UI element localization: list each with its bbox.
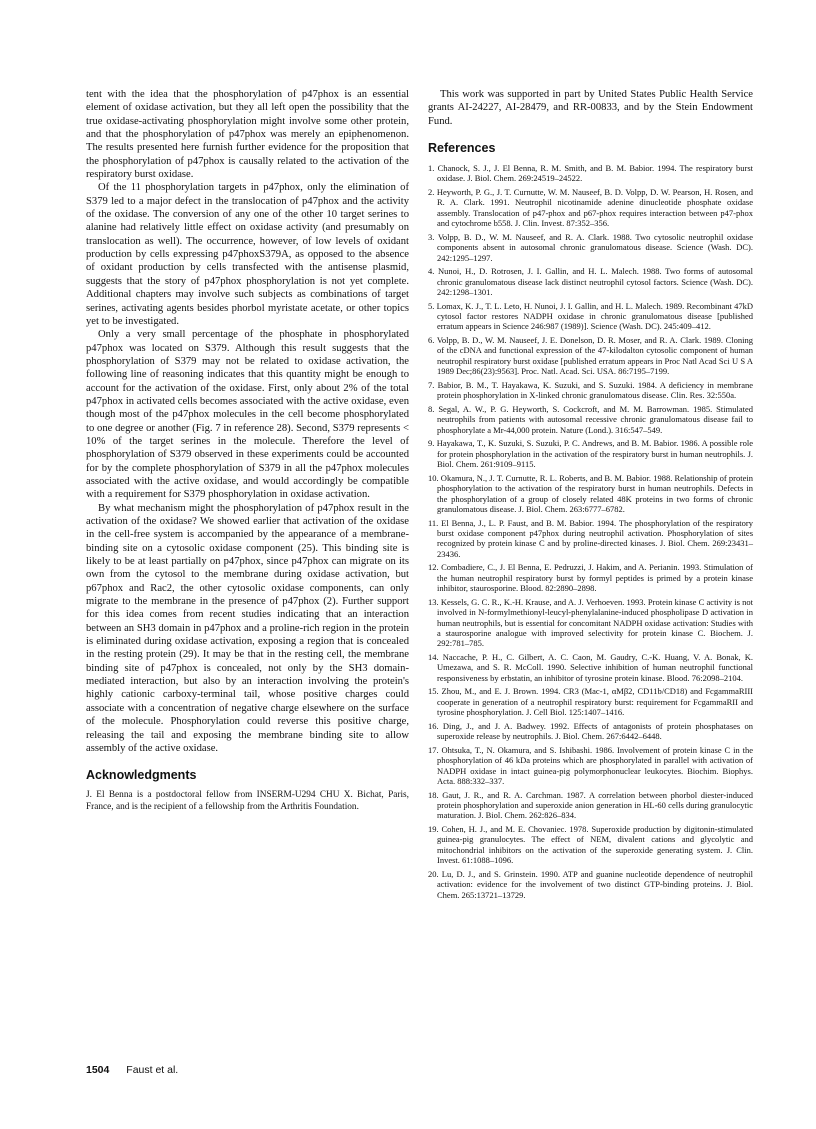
reference-item: 11. El Benna, J., L. P. Faust, and B. M. Babior. 1994. The phosphorylation of the respiratory burst oxidase component p47phox during neutrophil activation. Phosphorylation of sites recognized by protein kinase C and by proline-directed kinases. J. Biol. Chem. 269:23431–23436. [428, 517, 753, 559]
left-column [86, 88, 409, 813]
references-heading: References [428, 141, 496, 156]
funding-statement: This work was supported in part by United States Public Health Service grants AI-24227, AI-28479, and RR-00833, and by the Stein Endowment Fund. [428, 89, 753, 127]
reference-item: 12. Combadiere, C., J. El Benna, E. Pedruzzi, J. Hakim, and A. Perianin. 1993. Stimulation of the human neutrophil respiratory burst by formyl peptides is primed by a protein kinase inhibitor, staurosporine. Blood. 82:2890–2898. [428, 562, 753, 594]
reference-item: 1. Chanock, S. J., J. El Benna, R. M. Smith, and B. M. Babior. 1994. The respiratory burst oxidase. J. Biol. Chem. 269:24519–24522. [428, 163, 753, 184]
reference-item: 17. Ohtsuka, T., N. Okamura, and S. Ishibashi. 1986. Involvement of protein kinase C in the phosphorylation of 46 kDa proteins which are phosphorylated in parallel with activation of NADPH oxidase in intact guinea-pig polymorphonuclear leukocytes. Biochim. Biophys. Acta. 888:332–337. [428, 744, 753, 786]
reference-item: 7. Babior, B. M., T. Hayakawa, K. Suzuki, and S. Suzuki. 1984. A deficiency in membrane protein phosphorylation in X-linked chronic granulomatous disease. Clin. Res. 32:550a. [428, 379, 753, 401]
reference-item: 16. Ding, J., and J. A. Badwey. 1992. Effects of antagonists of protein phosphatases on superoxide release by neutrophils. J. Biol. Chem. 267:6442–6448. [428, 720, 753, 742]
body-paragraph: tent with the idea that the phosphorylation of p47phox is an essential element of oxidase activation, but they all left open the possibility that the true oxidase-activating phosphorylation might involve some other protein, and that the phosphorylation of p47phox was merely an epiphenomenon. The results presented here furnish further evidence for the proposition that the phosphorylation of p47phox is causally related to the activation of the respiratory burst oxidase. [86, 89, 409, 181]
reference-item: 19. Cohen, H. J., and M. E. Chovaniec. 1978. Superoxide production by digitonin-stimulated guinea-pig granulocytes. The effect of NEM, divalent cations and glycolytic and mitochondrial inhibitors on the activation of the superoxide generating system. J. Clin. Invest. 61:1088–1096. [428, 823, 753, 866]
reference-item: 20. Lu, D. J., and S. Grinstein. 1990. ATP and guanine nucleotide dependence of neutrophil activation: evidence for the involvement of two distinct GTP-binding proteins. J. Biol. Chem. 265:13721–13729. [428, 868, 753, 900]
reference-item: 2. Heyworth, P. G., J. T. Curnutte, W. M. Nauseef, B. D. Volpp, D. W. Pearson, H. Rosen, and R. A. Clark. 1991. Neutrophil nicotinamide adenine dinucleotide phosphate oxidase assembly. Translocation of p47-phox and p67-phox requires interaction between p47-phox and cytochrome b558. J. Clin. Invest. 87:352–356. [428, 187, 753, 229]
reference-item: 14. Naccache, P. H., C. Gilbert, A. C. Caon, M. Gaudry, C.-K. Huang, V. A. Bonak, K. Umezawa, and S. R. McColl. 1990. Selective inhibition of human neutrophil functional responsiveness by erbstatin, an inhibitor of tyrosine protein kinase. Blood. 76:2098–2104. [428, 651, 753, 683]
right-column [428, 88, 753, 903]
reference-item: 9. Hayakawa, T., K. Suzuki, S. Suzuki, P. C. Andrews, and B. M. Babior. 1986. A possible role for protein phosphorylation in the activation of the respiratory burst in human neutrophils. J. Biol. Chem. 261:9109–9115. [428, 438, 753, 470]
page-number: 1504 [86, 1064, 110, 1076]
reference-item: 15. Zhou, M., and E. J. Brown. 1994. CR3 (Mac-1, αMβ2, CD11b/CD18) and FcgammaRIII cooperate in generation of a neutrophil respiratory burst: requirement for FcgammaRII and tyrosine phosphorylation. J. Cell Biol. 125:1407–1416. [428, 686, 753, 718]
body-paragraph: Only a very small percentage of the phosphate in phosphorylated p47phox was located on S379. Although this result suggests that the phosphorylation of S379 may not be related to oxidase activation, the following line of reasoning indicates that this quantity might be enough to account for the activation of the oxidase. First, only about 2% of the total p47phox in activated cells becomes associated with the active oxidase, even though most of the p47phox molecules in the cell become phosphorylated to one degree or another (Fig. 7 in reference 28). Second, S379 represents < 10% of the target serines in the molecule. Therefore the level of phosphorylation of S379 observed in these experiments could be accounted for by the complete phosphorylation of S379 in all the p47phox molecules associated with the active oxidase, and would accordingly be compatible with a requirement for S379 phosphorylation in oxidase activation. [86, 329, 409, 501]
reference-item: 18. Gaut, J. R., and R. A. Carchman. 1987. A correlation between phorbol diester-induced protein phosphorylation and superoxide anion generation in HL-60 cells during granulocytic maturation. J. Biol. Chem. 262:826–834. [428, 789, 753, 821]
reference-item: 3. Volpp, B. D., W. M. Nauseef, and R. A. Clark. 1988. Two cytosolic neutrophil oxidase components absent in autosomal chronic granulomatous disease. Science (Wash. DC). 242:1295–1297. [428, 231, 753, 263]
running-head: Faust et al. [126, 1064, 179, 1076]
reference-item: 8. Segal, A. W., P. G. Heyworth, S. Cockcroft, and M. M. Barrowman. 1985. Stimulated neutrophils from patients with autosomal recessive chronic granulomatous disease fail to phosphorylate a Mr-44,000 protein. Nature (Lond.). 316:547–549. [428, 403, 753, 435]
body-paragraph: Of the 11 phosphorylation targets in p47phox, only the elimination of S379 led to a major defect in the translocation of p47phox and the activity of the oxidase. The conversion of any one of the other 10 target serines to alanine had relatively little effect on oxidase activity (and presumably on translocation as well). The occurrence, however, of low levels of oxidant production by cells expressing p47phoxS379A, as opposed to the absence of oxidant production by cells transfected with the antisense plasmid, suggests that the story of p47phox phosphorylation is not yet complete. Additional chapters may involve such subjects as combinations of target serines, activating agents besides phorbol myristate acetate, or other topics yet to be investigated. [86, 182, 409, 327]
reference-item: 13. Kessels, G. C. R., K.-H. Krause, and A. J. Verhoeven. 1993. Protein kinase C activity is not involved in N-formylmethionyl-leucyl-phenylalanine-induced phospholipase D activation in human neutrophils, but is essential for concomitant NADPH oxidase activation: Studies with a staurosporine analogue with improved selectivity for protein kinase C. Biochem. J. 292:781–785. [428, 596, 753, 649]
reference-item: 10. Okamura, N., J. T. Curnutte, R. L. Roberts, and B. M. Babior. 1988. Relationship of protein phosphorylation to the activation of the respiratory burst in human neutrophils. Defects in the phosphorylation of a group of closely related 48K proteins in two forms of chronic granulomatous disease. J. Biol. Chem. 263:6777–6782. [428, 472, 753, 514]
reference-item: 6. Volpp, B. D., W. M. Nauseef, J. E. Donelson, D. R. Moser, and R. A. Clark. 1989. Cloning of the cDNA and functional expression of the 47-kilodalton cytosolic component of human neutrophil respiratory burst oxidase [published erratum appears in Proc Natl Acad Sci U S A 1989 Dec;86(23):9563]. Proc. Natl. Acad. Sci. USA. 86:7195–7199. [428, 335, 753, 377]
reference-item: 4. Nunoi, H., D. Rotrosen, J. I. Gallin, and H. L. Malech. 1988. Two forms of autosomal chronic granulomatous disease lack distinct neutrophil cytosol factors. Science (Wash. DC). 242:1298–1301. [428, 266, 753, 298]
reference-item: 5. Lomax, K. J., T. L. Leto, H. Nunoi, J. I. Gallin, and H. L. Malech. 1989. Recombinant 47kD cytosol factor restores NADPH oxidase in chronic granulomatous disease [published erratum appears in Science 246:987 (1989)]. Science (Wash. DC). 245:409–412. [428, 300, 753, 332]
page-footer [86, 1064, 178, 1076]
references-list [428, 163, 753, 900]
body-paragraph: By what mechanism might the phosphorylation of p47phox result in the activation of the oxidase? We showed earlier that activation of the oxidase in the cell-free system is accompanied by the appearance of a membrane-binding site on a cytosolic oxidase component (25). This binding site is likely to be at least partially on p47phox, since p47phox can migrate on its own from the cytosol to the membrane during oxidase activation, but p67phox and Rac2, the other cytosolic oxidase components, can only migrate to the membrane in the presence of p47phox (2). Further support for this idea comes from recent studies indicating that an interaction between an SH3 domain in p47phox and a proline-rich region in the protein is eliminated during oxidase activation, exposing a region that is concealed in the resting protein (29). It may be that in the resting cell, the membrane binding site of p47phox is concealed, not only by the SH3 domain-mediated interaction, but also by an interaction involving the protein's highly cationic carboxy-terminal tail, whose positive charges could associate with a concentration of negative charge elsewhere on the surface of the molecule. Phosphorylation could reverse this positive charge, releasing the tail and exposing the membrane binding site to allow assembly of the active oxidase. [86, 502, 409, 754]
acknowledgments-heading: Acknowledgments [86, 768, 197, 783]
acknowledgments-text: J. El Benna is a postdoctoral fellow from INSERM-U294 CHU X. Bichat, Paris, France, and is the recipient of a fellowship from the Arthritis Foundation. [86, 790, 409, 812]
